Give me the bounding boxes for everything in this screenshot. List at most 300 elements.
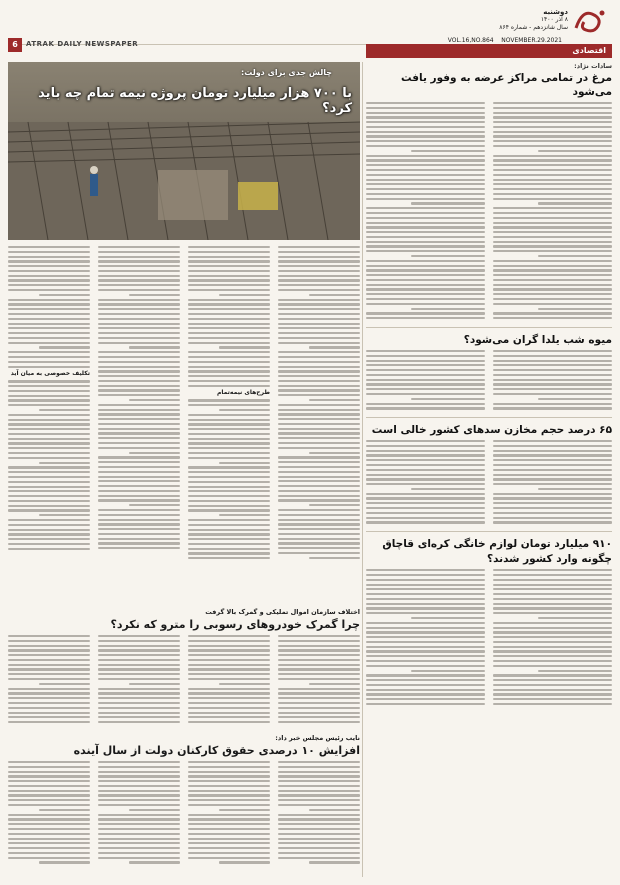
text-line bbox=[278, 645, 360, 647]
text-line bbox=[39, 861, 90, 863]
text-line bbox=[278, 673, 360, 675]
text-line bbox=[98, 547, 180, 549]
text-line bbox=[129, 861, 180, 863]
text-line bbox=[493, 660, 612, 662]
text-column bbox=[278, 246, 360, 601]
text-line bbox=[98, 275, 180, 277]
text-line bbox=[366, 588, 485, 590]
text-line bbox=[188, 799, 270, 801]
text-line bbox=[366, 212, 485, 214]
text-line bbox=[8, 270, 90, 272]
text-line bbox=[98, 668, 180, 670]
text-line bbox=[188, 327, 270, 329]
text-line bbox=[8, 279, 90, 281]
text-line bbox=[366, 622, 485, 624]
issue-number: سال شانزدهم - شماره ۸۶۴ bbox=[499, 24, 568, 31]
text-line bbox=[98, 523, 180, 525]
text-line bbox=[8, 366, 90, 368]
text-line bbox=[278, 337, 360, 339]
text-line bbox=[278, 327, 360, 329]
text-line bbox=[98, 404, 180, 406]
text-line bbox=[366, 674, 485, 676]
text-line bbox=[8, 303, 90, 305]
text-line bbox=[538, 670, 612, 672]
text-line bbox=[278, 289, 360, 291]
text-line bbox=[278, 499, 360, 501]
text-line bbox=[188, 818, 270, 820]
text-line bbox=[98, 466, 180, 468]
text-line bbox=[366, 126, 485, 128]
text-line bbox=[98, 442, 180, 444]
text-line bbox=[8, 519, 90, 521]
text-line bbox=[278, 270, 360, 272]
text-line bbox=[493, 627, 612, 629]
text-line bbox=[493, 584, 612, 586]
text-line bbox=[8, 852, 90, 854]
text-line bbox=[278, 635, 360, 637]
text-line bbox=[493, 112, 612, 114]
text-line bbox=[98, 375, 180, 377]
text-line bbox=[493, 265, 612, 267]
text-line bbox=[8, 645, 90, 647]
text-line bbox=[98, 318, 180, 320]
text-line bbox=[366, 112, 485, 114]
text-line bbox=[188, 246, 270, 248]
text-line bbox=[278, 678, 360, 680]
text-line bbox=[278, 313, 360, 315]
text-line bbox=[493, 140, 612, 142]
text-line bbox=[8, 688, 90, 690]
text-line bbox=[129, 504, 180, 506]
text-line bbox=[493, 383, 612, 385]
text-line bbox=[493, 579, 612, 581]
text-line bbox=[278, 775, 360, 777]
text-line bbox=[188, 509, 270, 511]
text-line bbox=[98, 794, 180, 796]
text-line bbox=[219, 409, 270, 411]
issue-date bbox=[499, 8, 568, 32]
text-line bbox=[98, 828, 180, 830]
text-line bbox=[188, 707, 270, 709]
text-line bbox=[8, 857, 90, 859]
text-line bbox=[188, 538, 270, 540]
text-line bbox=[8, 260, 90, 262]
text-line bbox=[188, 275, 270, 277]
text-line bbox=[278, 799, 360, 801]
text-line bbox=[366, 593, 485, 595]
text-line bbox=[188, 251, 270, 253]
text-line bbox=[366, 698, 485, 700]
text-line bbox=[8, 833, 90, 835]
text-line bbox=[8, 697, 90, 699]
text-line bbox=[493, 502, 612, 504]
text-line bbox=[188, 804, 270, 806]
text-line bbox=[98, 361, 180, 363]
text-line bbox=[8, 828, 90, 830]
text-line bbox=[188, 533, 270, 535]
text-line bbox=[8, 275, 90, 277]
text-line bbox=[366, 469, 485, 471]
right-column bbox=[366, 62, 612, 877]
text-line bbox=[8, 500, 90, 502]
text-line bbox=[188, 375, 270, 377]
text-line bbox=[98, 766, 180, 768]
text-line bbox=[493, 217, 612, 219]
text-line bbox=[538, 202, 612, 204]
text-line bbox=[366, 464, 485, 466]
text-line bbox=[366, 284, 485, 286]
text-line bbox=[188, 452, 270, 454]
text-line bbox=[278, 852, 360, 854]
text-line bbox=[493, 593, 612, 595]
text-line bbox=[493, 521, 612, 523]
text-line bbox=[98, 790, 180, 792]
text-line bbox=[309, 861, 360, 863]
text-line bbox=[8, 351, 90, 353]
text-line bbox=[8, 452, 90, 454]
text-line bbox=[98, 299, 180, 301]
text-line bbox=[309, 399, 360, 401]
text-line bbox=[493, 603, 612, 605]
text-line bbox=[538, 255, 612, 257]
divider bbox=[366, 417, 612, 418]
text-line bbox=[188, 490, 270, 492]
text-line bbox=[188, 659, 270, 661]
text-line bbox=[188, 308, 270, 310]
text-line bbox=[366, 383, 485, 385]
text-line bbox=[188, 702, 270, 704]
text-line bbox=[188, 447, 270, 449]
text-line bbox=[366, 250, 485, 252]
text-line bbox=[8, 790, 90, 792]
text-line bbox=[188, 794, 270, 796]
text-line bbox=[8, 533, 90, 535]
text-line bbox=[8, 842, 90, 844]
text-line bbox=[98, 423, 180, 425]
text-line bbox=[366, 188, 485, 190]
text-line bbox=[493, 478, 612, 480]
text-line bbox=[493, 622, 612, 624]
text-line bbox=[493, 703, 612, 705]
text-line bbox=[129, 399, 180, 401]
text-line bbox=[366, 445, 485, 447]
text-line bbox=[188, 766, 270, 768]
text-line bbox=[8, 509, 90, 511]
text-line bbox=[8, 668, 90, 670]
text-line bbox=[366, 493, 485, 495]
text-line bbox=[278, 256, 360, 258]
text-line bbox=[8, 395, 90, 397]
text-line bbox=[219, 861, 270, 863]
text-line bbox=[8, 428, 90, 430]
text-line bbox=[8, 761, 90, 763]
text-line bbox=[188, 399, 270, 401]
text-line bbox=[8, 804, 90, 806]
text-line bbox=[366, 627, 485, 629]
text-line bbox=[493, 193, 612, 195]
text-line bbox=[366, 521, 485, 523]
text-line bbox=[278, 823, 360, 825]
text-line bbox=[278, 380, 360, 382]
text-line bbox=[366, 388, 485, 390]
text-line bbox=[493, 450, 612, 452]
text-line bbox=[278, 485, 360, 487]
text-line bbox=[366, 379, 485, 381]
text-line bbox=[366, 312, 485, 314]
story-headline: افزایش ۱۰ درصدی حقوق کارکنان دولت از سال آینده bbox=[73, 744, 360, 757]
text-line bbox=[493, 279, 612, 281]
text-line bbox=[188, 313, 270, 315]
text-line bbox=[188, 529, 270, 531]
text-line bbox=[309, 346, 360, 348]
text-line bbox=[188, 466, 270, 468]
text-line bbox=[98, 380, 180, 382]
text-line bbox=[98, 838, 180, 840]
text-line bbox=[366, 393, 485, 395]
text-line bbox=[98, 635, 180, 637]
text-line bbox=[493, 183, 612, 185]
text-line bbox=[278, 332, 360, 334]
text-line bbox=[8, 308, 90, 310]
text-line bbox=[278, 664, 360, 666]
text-line bbox=[8, 423, 90, 425]
text-line bbox=[188, 361, 270, 363]
text-line bbox=[411, 308, 485, 310]
text-line bbox=[278, 649, 360, 651]
text-line bbox=[39, 514, 90, 516]
text-line bbox=[493, 293, 612, 295]
text-line bbox=[219, 294, 270, 296]
text-line bbox=[278, 361, 360, 363]
text-line bbox=[278, 495, 360, 497]
text-line bbox=[493, 159, 612, 161]
text-line bbox=[493, 388, 612, 390]
text-line bbox=[8, 664, 90, 666]
text-line bbox=[493, 646, 612, 648]
text-line bbox=[8, 495, 90, 497]
column-divider bbox=[362, 62, 363, 877]
text-line bbox=[98, 857, 180, 859]
text-line bbox=[129, 809, 180, 811]
text-line bbox=[493, 284, 612, 286]
text-line bbox=[278, 437, 360, 439]
text-line bbox=[188, 284, 270, 286]
text-line bbox=[98, 251, 180, 253]
text-line bbox=[366, 607, 485, 609]
text-line bbox=[98, 842, 180, 844]
text-line bbox=[98, 437, 180, 439]
text-line bbox=[188, 814, 270, 816]
text-line bbox=[8, 419, 90, 421]
text-line bbox=[366, 193, 485, 195]
text-line bbox=[188, 668, 270, 670]
text-line bbox=[278, 857, 360, 859]
text-line bbox=[278, 659, 360, 661]
text-line bbox=[493, 135, 612, 137]
text-line bbox=[98, 409, 180, 411]
text-line bbox=[278, 318, 360, 320]
text-line bbox=[493, 665, 612, 667]
text-line bbox=[8, 323, 90, 325]
text-line bbox=[411, 255, 485, 257]
text-line bbox=[493, 440, 612, 442]
text-line bbox=[309, 557, 360, 559]
text-line bbox=[188, 716, 270, 718]
text-line bbox=[98, 394, 180, 396]
text-line bbox=[278, 552, 360, 554]
text-line bbox=[278, 370, 360, 372]
text-line bbox=[188, 442, 270, 444]
text-line bbox=[366, 135, 485, 137]
text-line bbox=[309, 294, 360, 296]
text-line bbox=[98, 313, 180, 315]
text-line bbox=[98, 246, 180, 248]
text-line bbox=[188, 342, 270, 344]
text-line bbox=[8, 548, 90, 550]
story-body bbox=[8, 635, 360, 726]
text-line bbox=[98, 697, 180, 699]
text-line bbox=[493, 684, 612, 686]
text-line bbox=[278, 251, 360, 253]
text-line bbox=[493, 369, 612, 371]
text-line bbox=[366, 183, 485, 185]
text-line bbox=[278, 712, 360, 714]
text-line bbox=[98, 847, 180, 849]
text-line bbox=[493, 636, 612, 638]
text-line bbox=[411, 150, 485, 152]
story-headline: چرا گمرک خودروهای رسوبی را مترو که نکرد؟ bbox=[110, 618, 360, 631]
text-line bbox=[366, 517, 485, 519]
text-line bbox=[411, 202, 485, 204]
issue-date-fa: ۸ آذر ۱۴۰۰ bbox=[540, 16, 568, 23]
text-line bbox=[366, 155, 485, 157]
text-line bbox=[493, 679, 612, 681]
text-line bbox=[366, 507, 485, 509]
text-line bbox=[8, 380, 90, 382]
text-line bbox=[493, 212, 612, 214]
text-line bbox=[98, 428, 180, 430]
text-line bbox=[8, 246, 90, 248]
text-line bbox=[366, 116, 485, 118]
text-line bbox=[98, 308, 180, 310]
text-line bbox=[493, 493, 612, 495]
text-line bbox=[8, 433, 90, 435]
text-line bbox=[366, 107, 485, 109]
text-line bbox=[493, 655, 612, 657]
story-kicker: اختلاف سازمان اموال تملیکی و گمرک بالا گرفت bbox=[205, 608, 360, 616]
divider bbox=[366, 327, 612, 328]
text-line bbox=[39, 294, 90, 296]
text-line bbox=[188, 649, 270, 651]
text-line bbox=[366, 512, 485, 514]
text-line bbox=[278, 838, 360, 840]
text-line bbox=[188, 635, 270, 637]
text-line bbox=[278, 716, 360, 718]
text-line bbox=[278, 766, 360, 768]
text-line bbox=[278, 833, 360, 835]
text-line bbox=[219, 346, 270, 348]
text-line bbox=[493, 407, 612, 409]
text-line bbox=[309, 809, 360, 811]
text-line bbox=[188, 265, 270, 267]
text-line bbox=[366, 298, 485, 300]
text-line bbox=[98, 538, 180, 540]
text-line bbox=[188, 428, 270, 430]
text-line bbox=[8, 766, 90, 768]
text-line bbox=[493, 693, 612, 695]
text-line bbox=[39, 809, 90, 811]
text-line bbox=[278, 523, 360, 525]
text-line bbox=[493, 612, 612, 614]
text-line bbox=[278, 356, 360, 358]
text-line bbox=[493, 222, 612, 224]
text-line bbox=[366, 140, 485, 142]
text-line bbox=[366, 703, 485, 705]
text-line bbox=[8, 361, 90, 363]
text-line bbox=[493, 497, 612, 499]
text-line bbox=[98, 702, 180, 704]
text-line bbox=[8, 256, 90, 258]
text-line bbox=[493, 350, 612, 352]
text-line bbox=[493, 459, 612, 461]
text-line bbox=[98, 775, 180, 777]
text-line bbox=[188, 557, 270, 559]
text-line bbox=[366, 179, 485, 181]
text-line bbox=[278, 366, 360, 368]
text-line bbox=[98, 461, 180, 463]
text-line bbox=[278, 275, 360, 277]
issue-day: دوشنبه bbox=[543, 8, 568, 16]
text-line bbox=[278, 423, 360, 425]
text-line bbox=[493, 469, 612, 471]
text-line bbox=[278, 409, 360, 411]
text-line bbox=[8, 823, 90, 825]
text-line bbox=[98, 471, 180, 473]
text-line bbox=[8, 486, 90, 488]
text-line bbox=[493, 145, 612, 147]
text-line bbox=[8, 780, 90, 782]
text-line bbox=[98, 260, 180, 262]
text-line bbox=[98, 342, 180, 344]
text-line bbox=[366, 159, 485, 161]
text-line bbox=[278, 707, 360, 709]
text-line bbox=[278, 308, 360, 310]
text-line bbox=[8, 356, 90, 358]
text-line bbox=[98, 270, 180, 272]
text-line bbox=[8, 673, 90, 675]
story-headline: مرغ در تمامی مراکز عرضه به وفور یافت می‌شود bbox=[401, 72, 612, 98]
text-line bbox=[538, 617, 612, 619]
text-line bbox=[493, 241, 612, 243]
text-line bbox=[309, 683, 360, 685]
text-line bbox=[278, 828, 360, 830]
text-line bbox=[188, 640, 270, 642]
text-line bbox=[98, 432, 180, 434]
text-line bbox=[188, 552, 270, 554]
text-line bbox=[188, 857, 270, 859]
text-line bbox=[278, 790, 360, 792]
text-line bbox=[278, 514, 360, 516]
text-line bbox=[98, 476, 180, 478]
text-line bbox=[366, 631, 485, 633]
text-line bbox=[366, 169, 485, 171]
text-line bbox=[278, 466, 360, 468]
text-line bbox=[188, 847, 270, 849]
text-line bbox=[278, 404, 360, 406]
story-kicker: سادات نژاد: bbox=[574, 62, 612, 70]
text-line bbox=[39, 683, 90, 685]
text-line bbox=[98, 514, 180, 516]
